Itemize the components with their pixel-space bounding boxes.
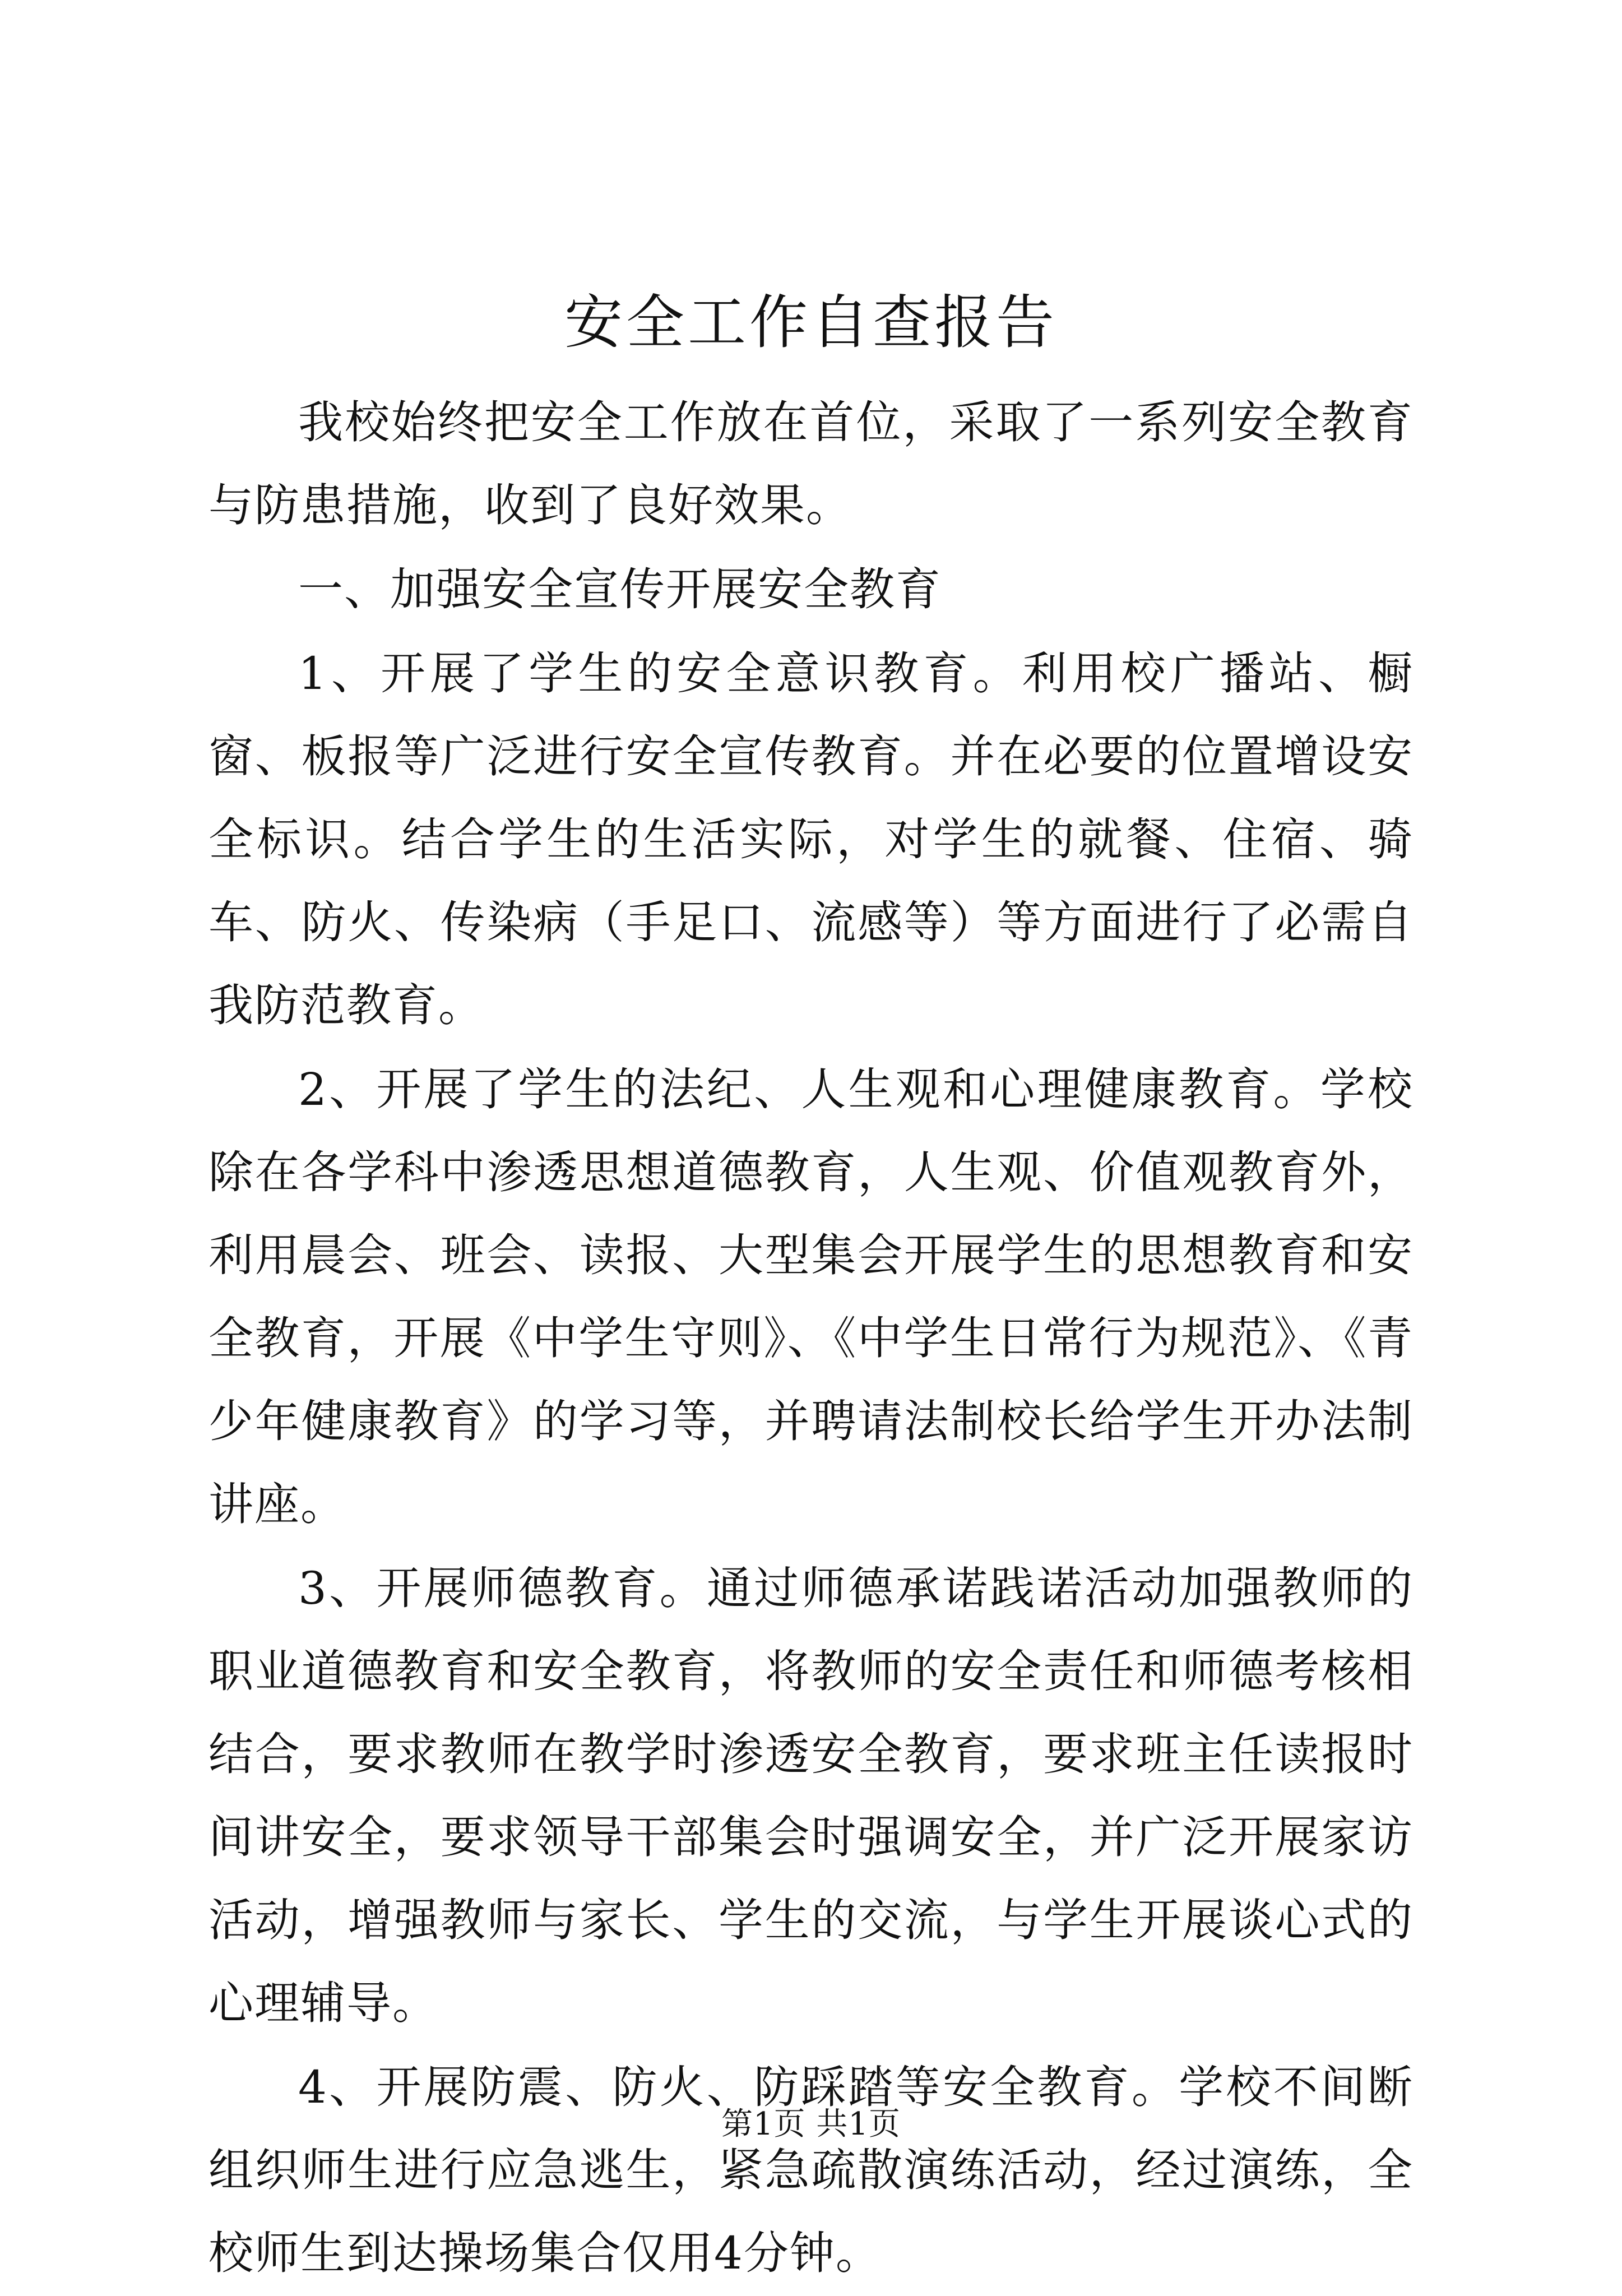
paragraph-item-3: 3、开展师德教育。通过师德承诺践诺活动加强教师的职业道德教育和安全教育，将教师的安全责任和师德考核相结合，要求教师在教学时渗透安全教育，要求班主任读报时间讲安全，要求领导干部集会时强调安全，并广泛开展家访活动，增强教师与家长、学生的交流，与学生开展谈心式的心理辅导。: [208, 1562, 1414, 2029]
paragraph-item-1: 1、开展了学生的安全意识教育。利用校广播站、橱窗、板报等广泛进行安全宣传教育。并在必要的位置增设安全标识。结合学生的生活实际，对学生的就餐、住宿、骑车、防火、传染病（手足口、流感等）等方面进行了必需自我防范教育。: [208, 647, 1414, 1031]
paragraph-item-2: 2、开展了学生的法纪、人生观和心理健康教育。学校除在各学科中渗透思想道德教育，人生观、价值观教育外，利用晨会、班会、读报、大型集会开展学生的思想教育和安全教育，开展《中学生守则》、《中学生日常行为规范》、《青少年健康教育》的学习等，并聘请法制校长给学生开办法制讲座。: [208, 1063, 1414, 1530]
document-body: [208, 381, 1414, 2296]
paragraph-item-4: 4、开展防震、防火、防踩踏等安全教育。学校不间断组织师生进行应急逃生，紧急疏散演练活动，经过演练，全校师生到达操场集合仅用4分钟。: [208, 2061, 1414, 2279]
document-title: 安全工作自查报告: [564, 288, 1058, 357]
section-heading: 一、加强安全宣传开展安全教育: [298, 563, 942, 615]
paragraph-intro: 我校始终把安全工作放在首位，采取了一系列安全教育与防患措施，收到了良好效果。: [208, 396, 1414, 531]
page-number-footer: 第1页 共1页: [721, 2106, 901, 2142]
